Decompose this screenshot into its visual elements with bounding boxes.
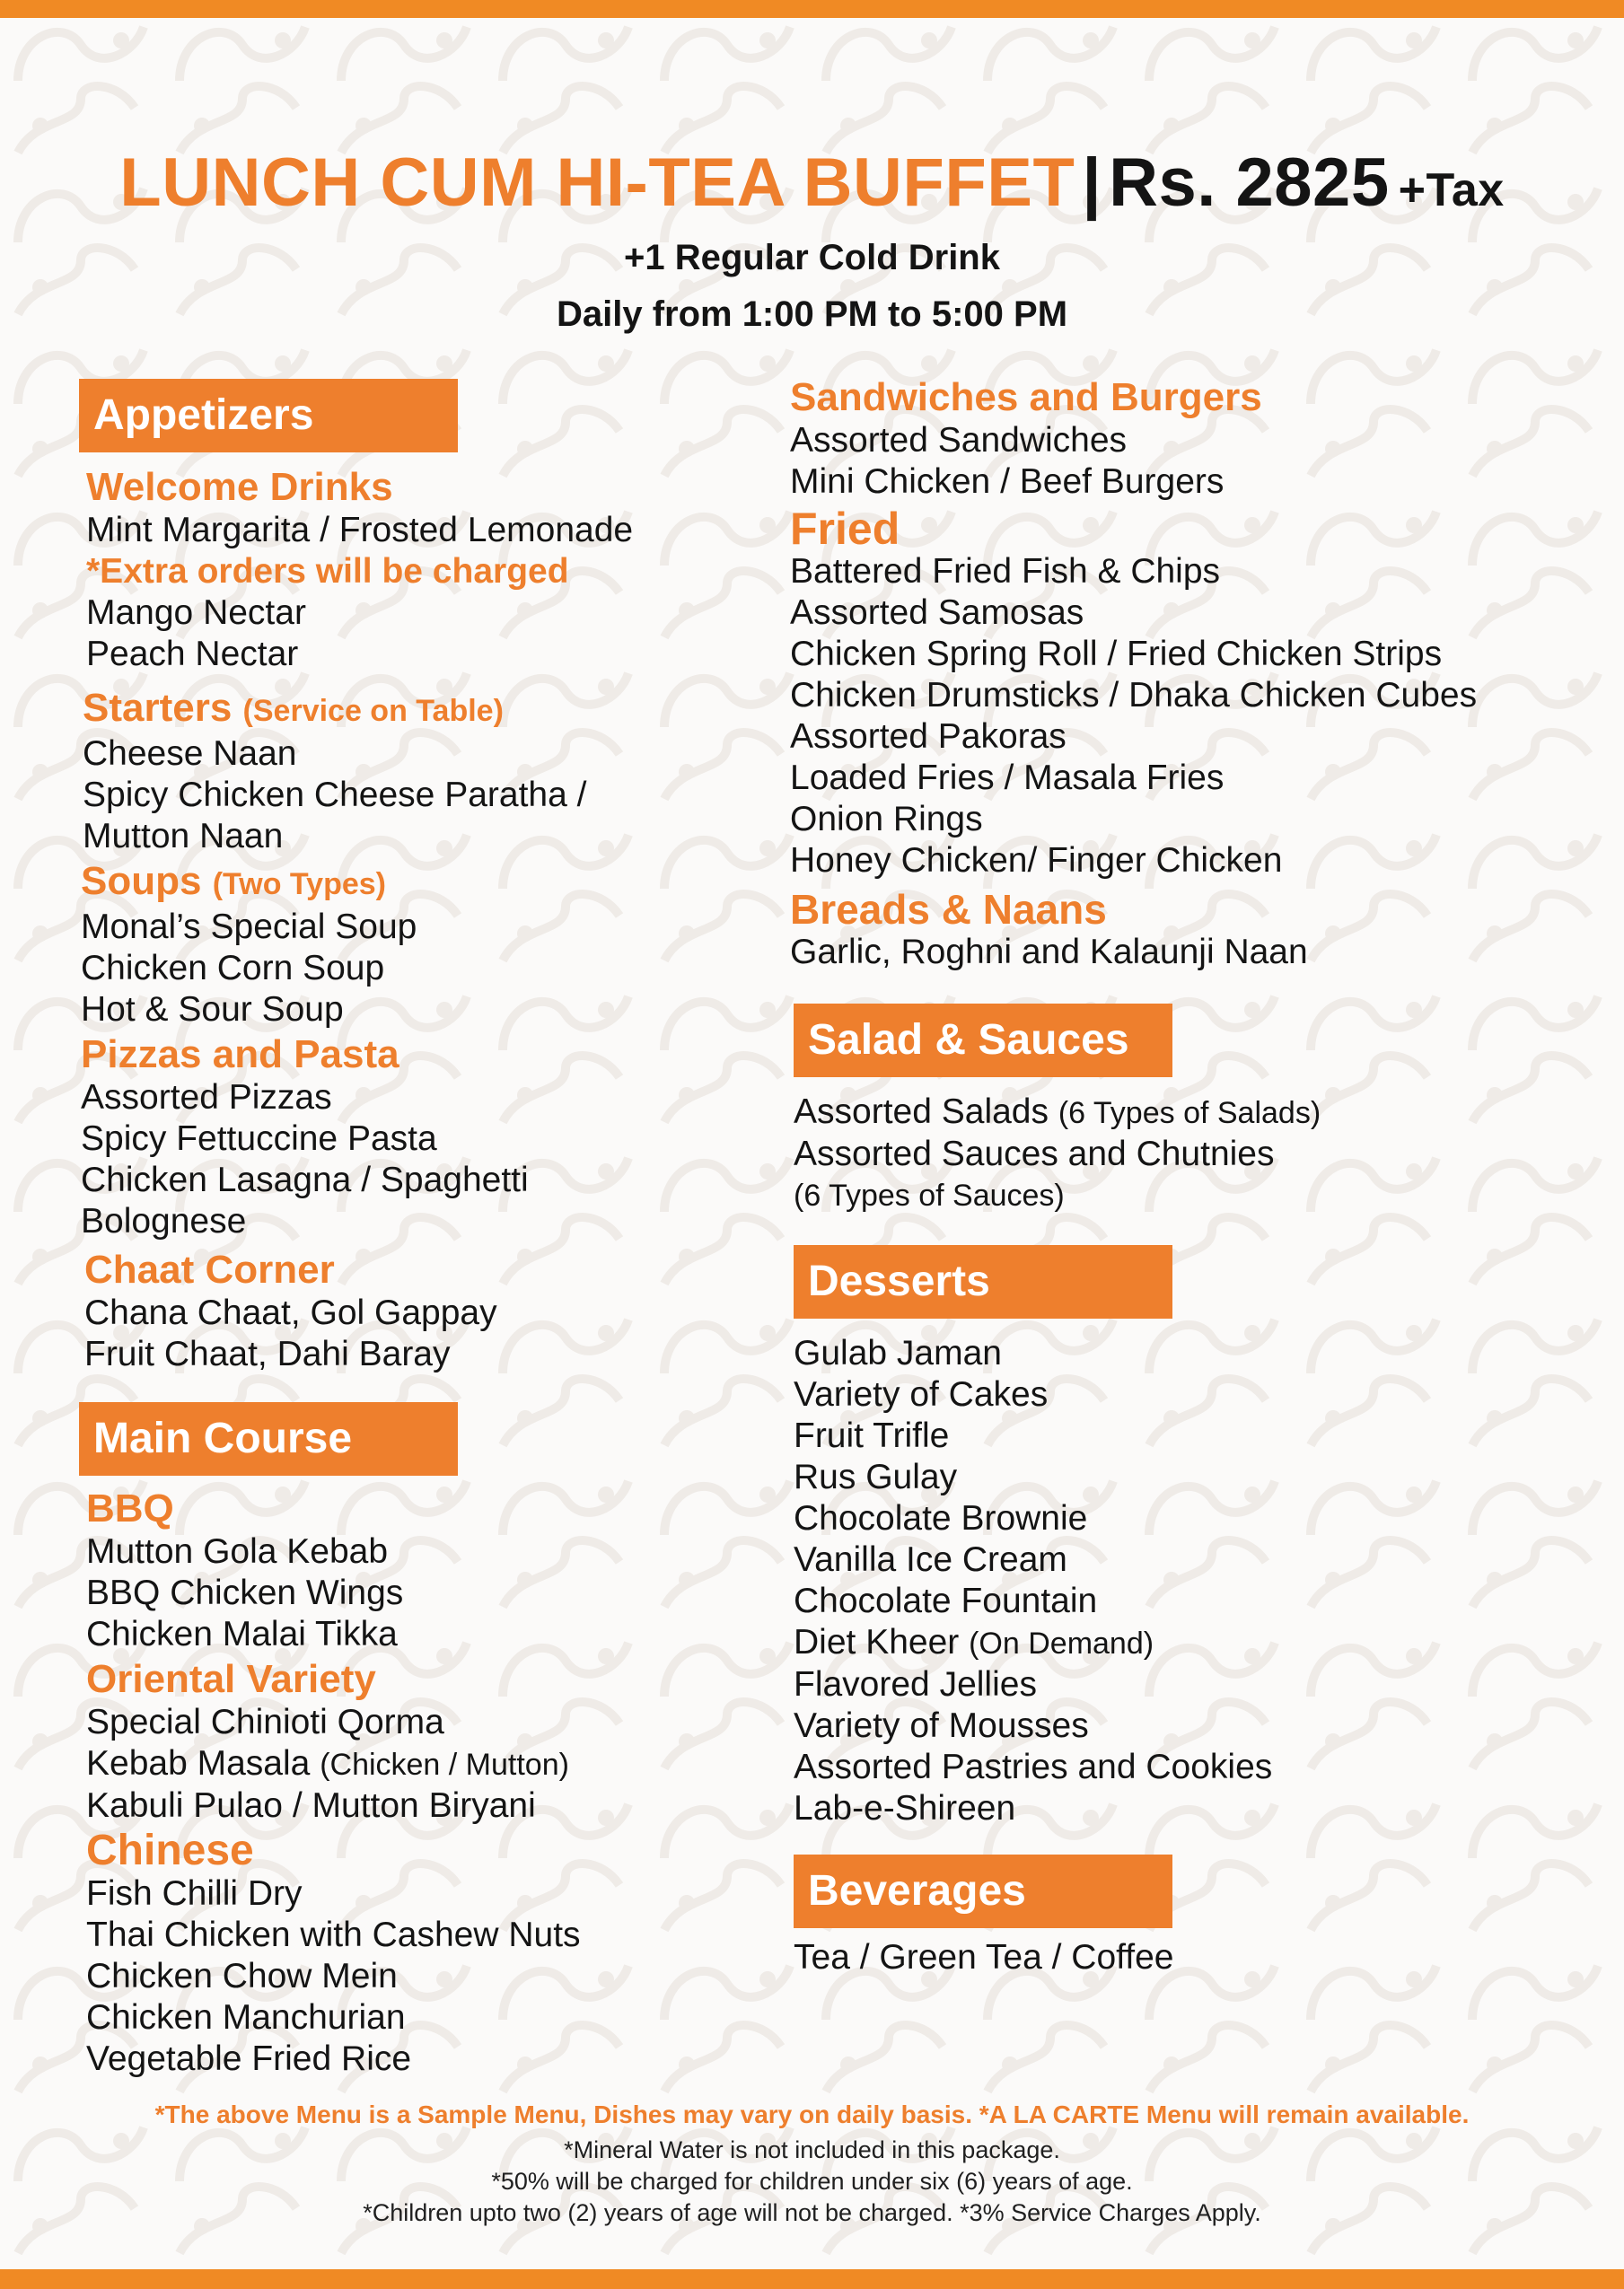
list-item: (6 Types of Sauces) — [794, 1179, 1065, 1213]
list-item: Variety of Mousses — [794, 1706, 1089, 1745]
beverages-section — [790, 1937, 1580, 1978]
chinese-section — [79, 1829, 761, 2080]
list-item: Garlic, Roghni and Kalaunji Naan — [790, 933, 1308, 971]
list-item: Variety of Cakes — [794, 1375, 1049, 1414]
footer — [0, 2099, 1624, 2229]
list-item: Vegetable Fried Rice — [86, 2039, 412, 2078]
page-title — [0, 144, 1624, 222]
sandwiches-title: Sandwiches and Burgers — [790, 375, 1262, 419]
list-item: Onion Rings — [790, 800, 983, 838]
list-item: Cheese Naan — [83, 734, 297, 773]
left-column — [79, 379, 761, 2080]
list-item: Spicy Chicken Cheese Paratha / — [83, 776, 587, 814]
price: Rs. 2825 — [1109, 145, 1390, 221]
bbq-title: BBQ — [86, 1487, 174, 1530]
welcome-drinks-title: Welcome Drinks — [86, 465, 393, 509]
pizzas-section — [79, 1032, 761, 1242]
breads-title: Breads & Naans — [790, 886, 1107, 933]
list-item: Flavored Jellies — [794, 1665, 1037, 1704]
list-item: Monal’s Special Soup — [81, 908, 417, 946]
list-item: Honey Chicken/ Finger Chicken — [790, 841, 1283, 880]
diet-kheer-note: (On Demand) — [969, 1627, 1154, 1661]
oriental-title: Oriental Variety — [86, 1657, 376, 1701]
list-item: Assorted Samosas — [790, 593, 1084, 632]
main-course-banner: Main Course — [79, 1402, 458, 1476]
diet-kheer-text: Diet Kheer — [794, 1623, 960, 1662]
starters-title — [83, 686, 761, 733]
list-item: Rus Gulay — [794, 1458, 958, 1496]
list-item: Chocolate Fountain — [794, 1582, 1098, 1620]
assorted-salads-text: Assorted Salads — [794, 1092, 1049, 1131]
list-item: BBQ Chicken Wings — [86, 1574, 404, 1612]
desserts-section — [790, 1333, 1580, 1829]
appetizers-banner: Appetizers — [79, 379, 458, 452]
bbq-section — [79, 1487, 761, 1655]
list-item: Assorted Sauces and Chutnies — [794, 1135, 1275, 1173]
oriental-section — [79, 1657, 761, 1827]
subtitle: +1 Regular Cold Drink — [624, 238, 1000, 277]
list-item: Fish Chilli Dry — [86, 1874, 303, 1913]
starters-section — [79, 686, 761, 857]
bottom-accent-bar — [0, 2269, 1624, 2289]
list-item: Gulab Jaman — [794, 1334, 1002, 1373]
fried-title: Fried — [790, 504, 900, 554]
salad-section — [790, 1092, 1580, 1216]
chaat-section — [79, 1248, 761, 1375]
list-item: Mutton Gola Kebab — [86, 1532, 389, 1571]
breads-section — [790, 887, 1580, 973]
list-item: Assorted Pastries and Cookies — [794, 1748, 1273, 1786]
list-item: Fruit Chaat, Dahi Baray — [84, 1335, 451, 1373]
list-item: Hot & Sour Soup — [81, 990, 344, 1029]
list-item: Chicken Manchurian — [86, 1998, 406, 2037]
starters-title-text: Starters — [83, 686, 233, 730]
salad-banner: Salad & Sauces — [794, 1004, 1172, 1077]
list-item: Mini Chicken / Beef Burgers — [790, 462, 1225, 501]
timing: Daily from 1:00 PM to 5:00 PM — [556, 294, 1068, 334]
beverages-banner: Beverages — [794, 1855, 1172, 1928]
list-item: Peach Nectar — [86, 635, 299, 673]
title-separator: | — [1082, 145, 1102, 221]
tax-label: +Tax — [1398, 164, 1505, 216]
list-item: Chana Chaat, Gol Gappay — [84, 1294, 497, 1332]
soups-note: (Two Types) — [212, 867, 386, 901]
right-column — [790, 375, 1580, 1978]
soups-title — [81, 859, 761, 907]
list-item: Battered Fried Fish & Chips — [790, 552, 1221, 591]
list-item: Assorted Sandwiches — [790, 421, 1128, 460]
fried-section — [790, 506, 1580, 881]
starters-note: (Service on Table) — [242, 694, 504, 728]
pizzas-title: Pizzas and Pasta — [81, 1032, 399, 1076]
list-item — [794, 1092, 1580, 1134]
list-item: Thai Chicken with Cashew Nuts — [86, 1916, 581, 1954]
list-item: Chicken Lasagna / Spaghetti — [81, 1161, 529, 1199]
list-item: Bolognese — [81, 1202, 247, 1241]
list-item — [86, 1743, 761, 1785]
list-item: Chicken Drumsticks / Dhaka Chicken Cubes — [790, 676, 1478, 715]
assorted-salads-note: (6 Types of Salads) — [1058, 1096, 1321, 1130]
list-item: Fruit Trifle — [794, 1416, 950, 1455]
list-item: Mango Nectar — [86, 593, 306, 632]
chaat-title: Chaat Corner — [84, 1248, 335, 1292]
sandwiches-section — [790, 375, 1580, 503]
list-item: Chicken Malai Tikka — [86, 1615, 398, 1653]
list-item: Special Chinioti Qorma — [86, 1703, 444, 1741]
soups-section — [79, 859, 761, 1030]
list-item: Spicy Fettuccine Pasta — [81, 1119, 437, 1158]
list-item: Chicken Spring Roll / Fried Chicken Strips — [790, 635, 1443, 673]
list-item — [794, 1622, 1580, 1664]
list-item: Vanilla Ice Cream — [794, 1540, 1067, 1579]
footer-line-1: *Mineral Water is not included in this package. — [564, 2136, 1060, 2163]
kebab-masala-text: Kebab Masala — [86, 1744, 311, 1783]
footer-line-2: *50% will be charged for children under six (6) years of age. — [491, 2168, 1133, 2195]
list-item: Kabuli Pulao / Mutton Biryani — [86, 1786, 536, 1825]
list-item: Loaded Fries / Masala Fries — [790, 759, 1225, 797]
list-item: Lab-e-Shireen — [794, 1789, 1016, 1828]
list-item: Mutton Naan — [83, 817, 284, 855]
top-accent-bar — [0, 0, 1624, 18]
desserts-banner: Desserts — [794, 1245, 1172, 1319]
header — [0, 144, 1624, 335]
list-item: Assorted Pizzas — [81, 1078, 332, 1117]
extra-orders-note: *Extra orders will be charged — [86, 552, 569, 591]
list-item: Chocolate Brownie — [794, 1499, 1088, 1538]
welcome-drinks-section — [79, 465, 761, 675]
soups-title-text: Soups — [81, 859, 202, 903]
chinese-title: Chinese — [86, 1827, 254, 1874]
list-item: Assorted Pakoras — [790, 717, 1067, 756]
list-item: Chicken Chow Mein — [86, 1957, 398, 1995]
list-item: Tea / Green Tea / Coffee — [794, 1938, 1174, 1977]
footer-line-3: *Children upto two (2) years of age will not be charged. *3% Service Charges Apply. — [363, 2199, 1261, 2226]
list-item: Chicken Corn Soup — [81, 949, 385, 987]
footer-sample-menu-note: *The above Menu is a Sample Menu, Dishes may vary on daily basis. *A LA CARTE Menu will remain available. — [154, 2100, 1470, 2128]
kebab-masala-note: (Chicken / Mutton) — [320, 1748, 569, 1782]
list-item: Mint Margarita / Frosted Lemonade — [86, 511, 634, 549]
title-text: LUNCH CUM HI-TEA BUFFET — [119, 145, 1075, 221]
